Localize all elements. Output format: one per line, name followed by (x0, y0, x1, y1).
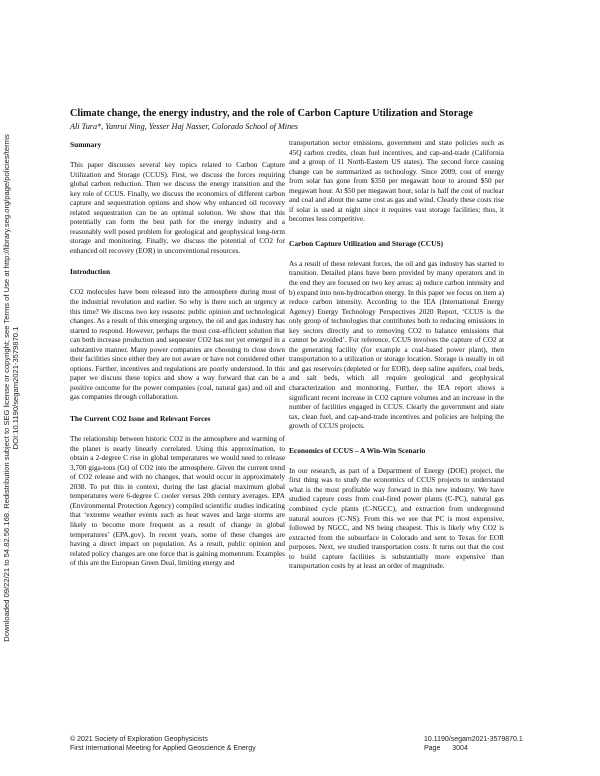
footer-page-label: Page (424, 745, 441, 752)
left-column (70, 140, 285, 580)
footer-page (424, 744, 523, 753)
co2-issue-heading: The Current CO2 Issue and Relevant Forces (70, 414, 211, 424)
footer-right (424, 735, 523, 753)
download-notice-text (2, 134, 20, 642)
footer-doi: 10.1190/segam2021-3579870.1 (424, 736, 523, 743)
download-notice-sidebar (0, 0, 22, 776)
footer-copyright: © 2021 Society of Exploration Geophysicists (70, 736, 208, 743)
sidebar-doi: DOI:10.1190/segam2021-3579870.1 (11, 326, 20, 450)
summary-paragraph: This paper discusses several key topics related to Carbon Capture Utilization and Storage (CCUS). First, we discuss the forces requiring global carbon reduction. Then we discuss the energy transition and the key role of CCUS. Finally, we discuss the economics of different carbon capture and sequestration options and show why enhanced oil recovery related sequestration can be an optimal solution. We show that this potentially can form the best path for the energy industry and a reasonably well posed problem for geological and geophysical long-term storage and monitoring. Finally, we discuss the potential of CO2 for enhanced oil recovery (EOR) in unconventional resources. (70, 161, 285, 255)
co2-issue-paragraph: The relationship between historic CO2 in the atmosphere and warming of the planet is nearly linearly correlated. Using this approximation, to obtain a 2-degree C rise in global temperatures we would need to release 3,700 giga-tons (Gt) of CO2 into the atmosphere. Given the current trend of CO2 release and with no changes, that would occur in approximately 2038. To put this in context, during the last glacial maximum global temperatures were 6-degree C cooler versus 20th century averages. EPA (Environmental Protection Agency) compiled scientific studies indicating that ‘extreme weather events such as heat waves and large storms are likely to become more frequent as a result of change in global temperatures’ (EPA.gov). In recent years, some of these changes are having a direct impact on population. As a result, public opinion and related policy changes are one force that is gaining momentum. Examples of this are the European Green Deal, limiting energy and (70, 435, 285, 568)
paper-authors: Ali Tura*, Yanrui Ning, Yesser Haj Nasser, Colorado School of Mines (70, 122, 298, 131)
ccus-heading: Carbon Capture Utilization and Storage (CCUS) (289, 238, 444, 248)
download-notice-line: Downloaded 09/22/21 to 54.82.56.168. Redistribution subject to SEG license or copyright; see Terms of Use at http://library.seg.org/page/policies/terms (2, 134, 11, 642)
footer-meeting: First International Meeting for Applied Geoscience & Energy (70, 745, 256, 752)
introduction-paragraph: CO2 molecules have been released into the atmosphere during most of the industrial revolution and earlier. So why is there such an urgency at this time? We discuss two key reasons: public opinion and technological changes. As a result of this emerging urgency, the oil and gas industry has started to respond. However, perhaps the most cost-efficient solution that can both increase production and sequester CO2 has not yet emerged in a substantive manner. Many power companies are choosing to close down their facilities since either they are not aware or have not considered other options. Further, incentives and regulations are poorly understood. In this paper we discuss these topics and show a way forward that can be a positive outcome for the power companies (coal, natural gas) and oil and gas companies through collaboration. (70, 288, 285, 402)
footer-page-number: 3004 (452, 745, 468, 752)
paper-header (70, 108, 540, 132)
paper-title: Climate change, the energy industry, and the role of Carbon Capture Utilization and Storage (70, 108, 473, 119)
economics-paragraph: In our research, as part of a Department of Energy (DOE) project, the first thing was to study the economics of CCUS projects to understand what is the most profitable way forward in this new industry. We have studied capture costs from coal-fired power plants (C-PC), natural gas combined cycle plants (C-NGCC), and extraction from underground natural sources (C-NS). From this we see that PC is most expensive, followed by NGCC, and NS being cheapest. This is likely why CO2 is extracted from the subsurface in Colorado and sent to Texas for EOR purposes. Next, we studied transportation costs. It turns out that the cost to build capture facilities is substantially more expensive than transportation costs by at least an order of magnitude. (289, 466, 504, 571)
footer-left (70, 735, 256, 753)
economics-heading: Economics of CCUS – A Win-Win Scenario (289, 445, 426, 455)
continued-paragraph: transportation sector emissions, government and state policies such as 45Q carbon credits, clean fuel incentives, and cap-and-trade (California and a group of 11 North-Eastern US states). The second force causing change can be summarized as technology. Since 2009, cost of energy from solar has gone from $350 per megawatt hour to around $50 per megawatt hour. At $50 per megawatt hour, solar is half the cost of nuclear and coal and about the same cost as gas and wind. Clearly these costs rise if solar is used at night since it requires vast storage facilities; thus, it becomes less competitive. (289, 139, 504, 224)
right-column (289, 139, 504, 583)
ccus-paragraph: As a result of these relevant forces, the oil and gas industry has started to transition. Detailed plans have been provided by many operators and in the end they are focused on two key areas: a) reduce carbon intensity and b) expand into non-hydrocarbon energy. In this paper we focus on item a) reduce carbon intensity. According to the IEA (International Energy Agency) Energy Technology Perspectives 2020 Report, ‘CCUS is the only group of technologies that contributes both to reducing emissions in key sectors directly and to removing CO2 to balance emissions that cannot be avoided’. For reference, CCUS involves the capture of CO2 at the generating facility (for example a coal-based power plant), then transportation to a utilization or storage location. Storage is usually in oil and gas reservoirs (depleted or for EOR), deep saline aquifers, coal beds, and salt beds, which all require geological and geophysical characterization and monitoring. Further, the IEA report shows a significant recent increase in CO2 capture volumes and an increase in the number of facilities engaged in CCUS. Clearly the government and state tax, clean fuel, and cap-and-trade incentives and policies are helping the growth of CCUS projects. (289, 259, 504, 431)
summary-heading: Summary (70, 140, 102, 149)
introduction-heading: Introduction (70, 267, 111, 277)
